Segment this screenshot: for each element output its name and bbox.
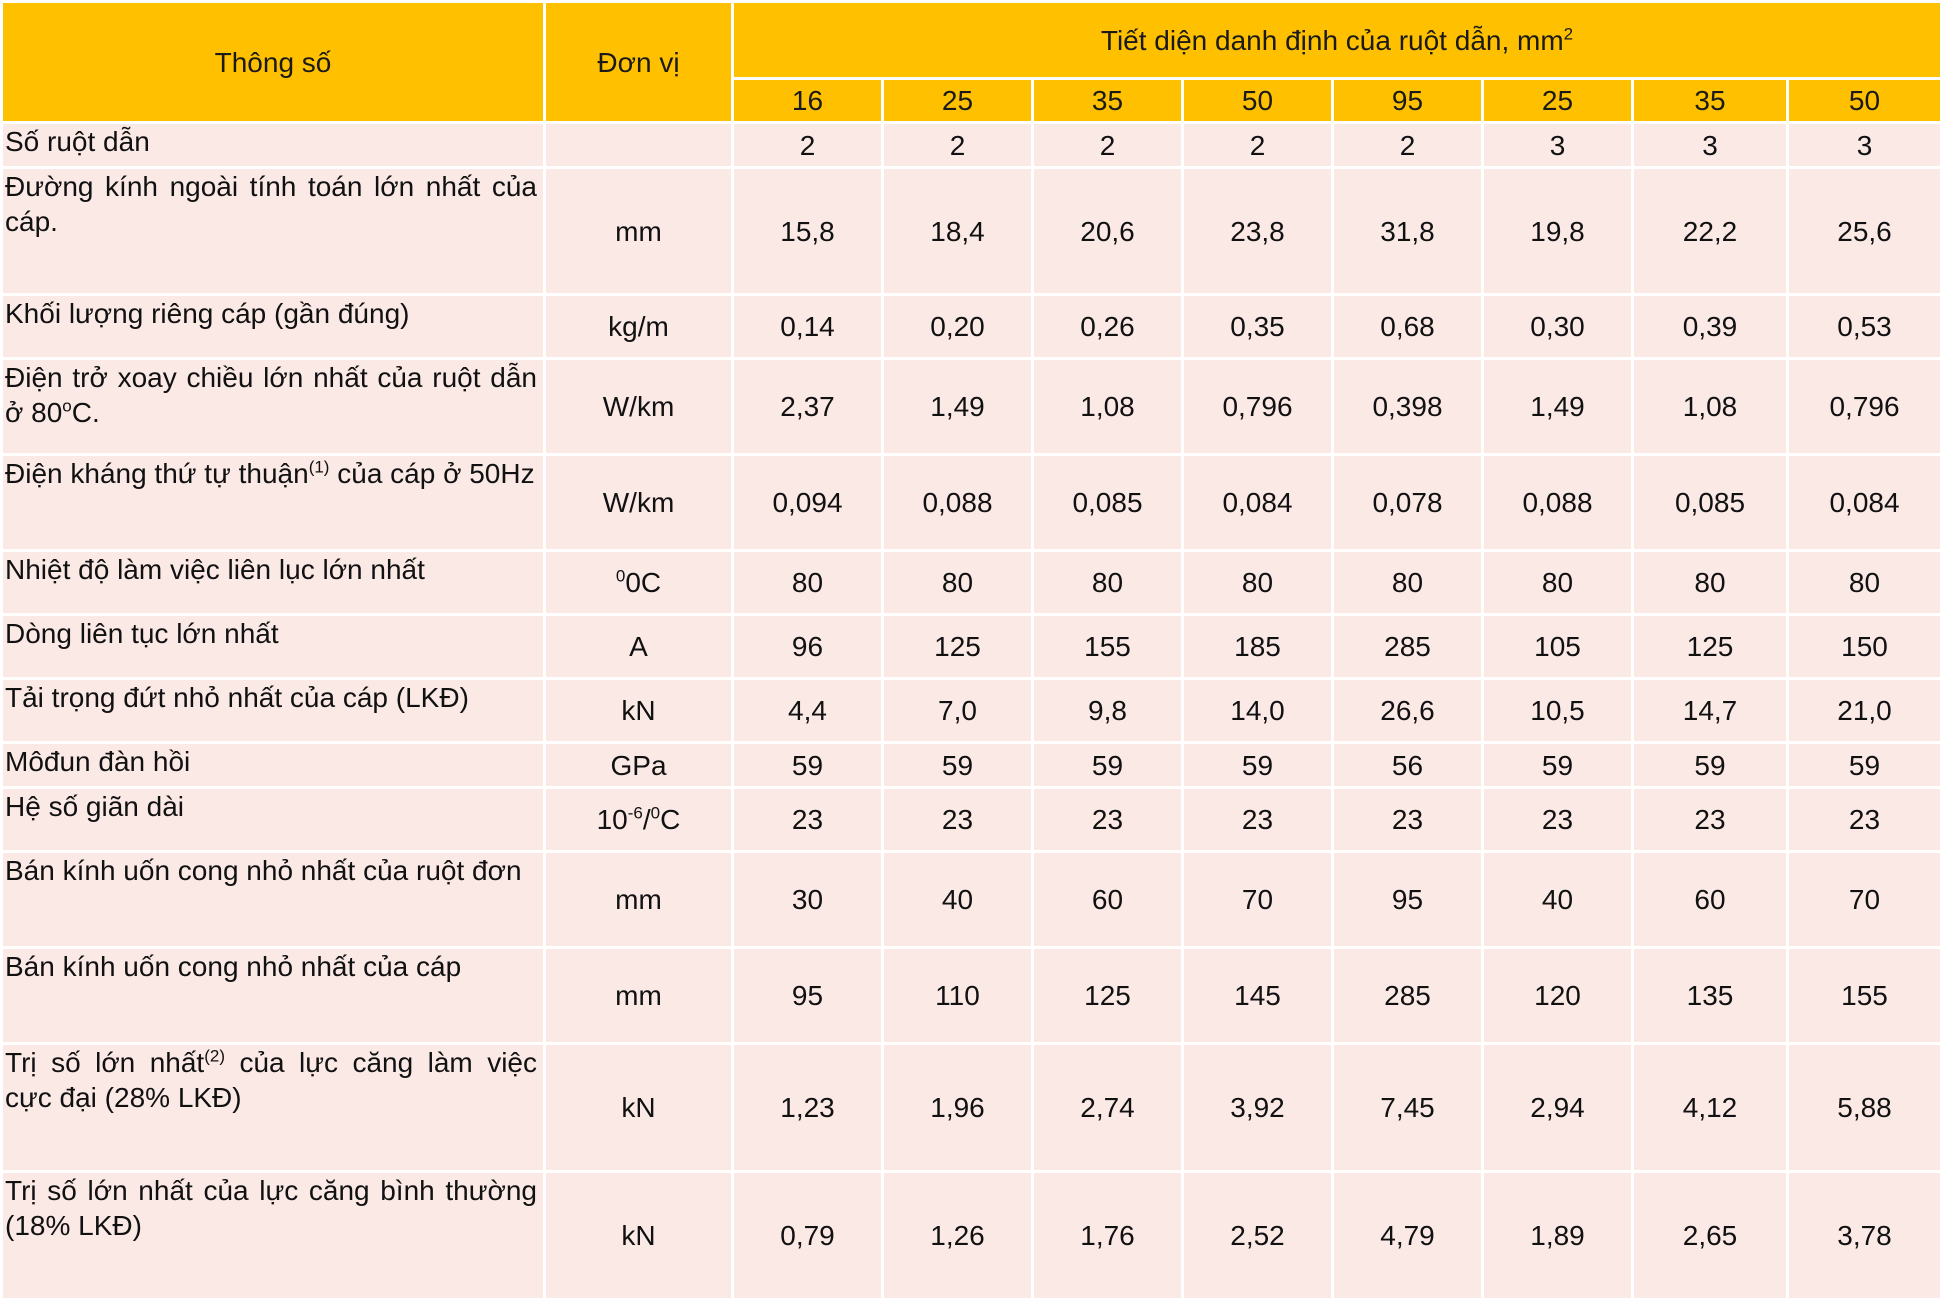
unit-superscript: -6: [628, 804, 643, 823]
param-header: Thông số: [2, 2, 545, 123]
param-cell: [2, 551, 545, 615]
table-row: [2, 743, 1940, 788]
table-row: [2, 679, 1940, 743]
value-cell: 1,96: [883, 1044, 1033, 1172]
param-text: Khối lượng riêng cáp (gần đúng): [5, 298, 409, 329]
unit-text: C: [660, 804, 680, 835]
value-cell: 95: [1333, 852, 1483, 948]
value-cell: 20,6: [1033, 168, 1183, 295]
value-cell: 0,088: [883, 455, 1033, 551]
value-cell: 3,92: [1183, 1044, 1333, 1172]
table-row: [2, 788, 1940, 852]
size-header: 50: [1788, 79, 1940, 123]
value-cell: 3: [1633, 123, 1788, 168]
size-header: 35: [1033, 79, 1183, 123]
value-cell: 3: [1483, 123, 1633, 168]
value-cell: 1,08: [1033, 359, 1183, 455]
size-header: 95: [1333, 79, 1483, 123]
value-cell: 2: [1183, 123, 1333, 168]
value-cell: 0,088: [1483, 455, 1633, 551]
unit-cell: [545, 615, 733, 679]
value-cell: 18,4: [883, 168, 1033, 295]
group-header-sup: 2: [1564, 24, 1573, 43]
value-cell: 23: [883, 788, 1033, 852]
unit-cell: [545, 551, 733, 615]
value-cell: 2,52: [1183, 1172, 1333, 1300]
value-cell: 185: [1183, 615, 1333, 679]
value-cell: 30: [733, 852, 883, 948]
value-cell: 23: [733, 788, 883, 852]
table-row: [2, 168, 1940, 295]
value-cell: 135: [1633, 948, 1788, 1044]
value-cell: 0,35: [1183, 295, 1333, 359]
param-text: Nhiệt độ làm việc liên lục lớn nhất: [5, 554, 425, 585]
value-cell: 14,0: [1183, 679, 1333, 743]
value-cell: 59: [1788, 743, 1940, 788]
value-cell: 95: [733, 948, 883, 1044]
table-row: [2, 551, 1940, 615]
param-text: Trị số lớn nhất của lực căng bình thường (18% LKĐ): [5, 1175, 537, 1241]
value-cell: 80: [1633, 551, 1788, 615]
size-header: 50: [1183, 79, 1333, 123]
value-cell: 22,2: [1633, 168, 1788, 295]
param-cell: [2, 743, 545, 788]
value-cell: 105: [1483, 615, 1633, 679]
unit-text: 0C: [625, 567, 661, 598]
param-cell: [2, 1044, 545, 1172]
value-cell: 0,53: [1788, 295, 1940, 359]
param-cell: [2, 359, 545, 455]
value-cell: 23: [1333, 788, 1483, 852]
value-cell: 7,0: [883, 679, 1033, 743]
size-header: 25: [1483, 79, 1633, 123]
value-cell: 2,74: [1033, 1044, 1183, 1172]
value-cell: 80: [883, 551, 1033, 615]
unit-cell: [545, 359, 733, 455]
param-text: của cáp ở 50Hz: [329, 458, 534, 489]
param-cell: [2, 948, 545, 1044]
size-header: 25: [883, 79, 1033, 123]
value-cell: 3,78: [1788, 1172, 1940, 1300]
value-cell: 4,4: [733, 679, 883, 743]
unit-cell: [545, 455, 733, 551]
value-cell: 23: [1183, 788, 1333, 852]
param-cell: [2, 1172, 545, 1300]
value-cell: 145: [1183, 948, 1333, 1044]
param-cell: [2, 295, 545, 359]
table-row: [2, 1172, 1940, 1300]
param-text: Hệ số giãn dài: [5, 791, 184, 822]
value-cell: 0,68: [1333, 295, 1483, 359]
value-cell: 23,8: [1183, 168, 1333, 295]
value-cell: 0,30: [1483, 295, 1633, 359]
param-text: Bán kính uốn cong nhỏ nhất của cáp: [5, 951, 461, 982]
value-cell: 80: [1788, 551, 1940, 615]
unit-cell: [545, 168, 733, 295]
value-cell: 70: [1183, 852, 1333, 948]
value-cell: 59: [1483, 743, 1633, 788]
group-header-text: Tiết diện danh định của ruột dẫn, mm: [1101, 25, 1564, 56]
value-cell: 125: [1033, 948, 1183, 1044]
table-row: [2, 359, 1940, 455]
param-text: Dòng liên tục lớn nhất: [5, 618, 279, 649]
param-cell: [2, 615, 545, 679]
unit-text: GPa: [610, 750, 666, 781]
value-cell: 9,8: [1033, 679, 1183, 743]
value-cell: 59: [1633, 743, 1788, 788]
value-cell: 1,49: [883, 359, 1033, 455]
value-cell: 5,88: [1788, 1044, 1940, 1172]
value-cell: 3: [1788, 123, 1940, 168]
value-cell: 110: [883, 948, 1033, 1044]
param-cell: [2, 123, 545, 168]
value-cell: 60: [1033, 852, 1183, 948]
unit-text: kN: [621, 1220, 655, 1251]
value-cell: 4,79: [1333, 1172, 1483, 1300]
value-cell: 4,12: [1633, 1044, 1788, 1172]
unit-text: kg/m: [608, 311, 669, 342]
table-row: [2, 295, 1940, 359]
param-cell: [2, 852, 545, 948]
value-cell: 155: [1788, 948, 1940, 1044]
value-cell: 23: [1033, 788, 1183, 852]
unit-cell: [545, 852, 733, 948]
param-superscript: (1): [309, 458, 330, 477]
value-cell: 23: [1788, 788, 1940, 852]
table-row: [2, 1044, 1940, 1172]
value-cell: 2,65: [1633, 1172, 1788, 1300]
value-cell: 1,26: [883, 1172, 1033, 1300]
value-cell: 0,084: [1788, 455, 1940, 551]
value-cell: 56: [1333, 743, 1483, 788]
unit-text: kN: [621, 695, 655, 726]
param-superscript: (2): [204, 1047, 225, 1066]
value-cell: 150: [1788, 615, 1940, 679]
value-cell: 31,8: [1333, 168, 1483, 295]
param-text: Số ruột dẫn: [5, 126, 150, 157]
param-text: Điện kháng thứ tự thuận: [5, 458, 309, 489]
value-cell: 80: [1483, 551, 1633, 615]
value-cell: 0,14: [733, 295, 883, 359]
size-header: 35: [1633, 79, 1788, 123]
table-row: [2, 455, 1940, 551]
param-cell: [2, 168, 545, 295]
unit-text: kN: [621, 1092, 655, 1123]
unit-text: W/km: [603, 391, 675, 422]
value-cell: 59: [1033, 743, 1183, 788]
value-cell: 125: [1633, 615, 1788, 679]
unit-text: 10: [597, 804, 628, 835]
unit-text: mm: [615, 980, 662, 1011]
value-cell: 59: [1183, 743, 1333, 788]
value-cell: 1,89: [1483, 1172, 1633, 1300]
value-cell: 59: [883, 743, 1033, 788]
unit-cell: [545, 743, 733, 788]
value-cell: 19,8: [1483, 168, 1633, 295]
unit-superscript: 0: [616, 567, 625, 586]
value-cell: 2: [733, 123, 883, 168]
unit-cell: [545, 1172, 733, 1300]
value-cell: 155: [1033, 615, 1183, 679]
value-cell: 0,39: [1633, 295, 1788, 359]
param-cell: [2, 679, 545, 743]
unit-text: W/km: [603, 487, 675, 518]
value-cell: 26,6: [1333, 679, 1483, 743]
value-cell: 0,398: [1333, 359, 1483, 455]
unit-cell: [545, 679, 733, 743]
value-cell: 2: [1033, 123, 1183, 168]
table-row: [2, 852, 1940, 948]
value-cell: 0,078: [1333, 455, 1483, 551]
param-text: Bán kính uốn cong nhỏ nhất của ruột đơn: [5, 855, 522, 886]
value-cell: 21,0: [1788, 679, 1940, 743]
value-cell: 2: [883, 123, 1033, 168]
param-text: Trị số lớn nhất: [5, 1047, 204, 1078]
value-cell: 40: [883, 852, 1033, 948]
table-row: [2, 615, 1940, 679]
value-cell: 1,08: [1633, 359, 1788, 455]
value-cell: 25,6: [1788, 168, 1940, 295]
param-cell: [2, 788, 545, 852]
value-cell: 1,76: [1033, 1172, 1183, 1300]
value-cell: 2: [1333, 123, 1483, 168]
value-cell: 80: [1333, 551, 1483, 615]
value-cell: 70: [1788, 852, 1940, 948]
unit-cell: [545, 1044, 733, 1172]
param-text: Đường kính ngoài tính toán lớn nhất của cáp.: [5, 171, 537, 237]
param-text: C.: [72, 397, 100, 428]
value-cell: 60: [1633, 852, 1788, 948]
unit-header: Đơn vị: [545, 2, 733, 123]
value-cell: 1,23: [733, 1044, 883, 1172]
value-cell: 0,085: [1033, 455, 1183, 551]
value-cell: 125: [883, 615, 1033, 679]
value-cell: 0,796: [1183, 359, 1333, 455]
value-cell: 1,49: [1483, 359, 1633, 455]
value-cell: 23: [1483, 788, 1633, 852]
value-cell: 0,26: [1033, 295, 1183, 359]
value-cell: 14,7: [1633, 679, 1788, 743]
unit-superscript: 0: [651, 804, 660, 823]
param-text: Tải trọng đứt nhỏ nhất của cáp (LKĐ): [5, 682, 469, 713]
unit-cell: [545, 788, 733, 852]
unit-text: A: [629, 631, 648, 662]
value-cell: 80: [1183, 551, 1333, 615]
unit-text: mm: [615, 884, 662, 915]
value-cell: 96: [733, 615, 883, 679]
value-cell: 2,37: [733, 359, 883, 455]
unit-cell: [545, 123, 733, 168]
value-cell: 0,20: [883, 295, 1033, 359]
param-cell: [2, 455, 545, 551]
unit-text: mm: [615, 216, 662, 247]
value-cell: 2,94: [1483, 1044, 1633, 1172]
unit-cell: [545, 295, 733, 359]
size-header: 16: [733, 79, 883, 123]
value-cell: 40: [1483, 852, 1633, 948]
value-cell: 0,796: [1788, 359, 1940, 455]
value-cell: 59: [733, 743, 883, 788]
table-body: [2, 123, 1940, 1300]
value-cell: 80: [733, 551, 883, 615]
table-header: [2, 2, 1940, 123]
unit-cell: [545, 948, 733, 1044]
table-row: [2, 948, 1940, 1044]
value-cell: 15,8: [733, 168, 883, 295]
unit-text: /: [643, 804, 651, 835]
value-cell: 0,084: [1183, 455, 1333, 551]
value-cell: 7,45: [1333, 1044, 1483, 1172]
value-cell: 285: [1333, 615, 1483, 679]
group-header: [733, 2, 1940, 79]
value-cell: 0,79: [733, 1172, 883, 1300]
param-text: Điện trở xoay chiều lớn nhất của ruột dẫn ở 80: [5, 362, 537, 428]
param-superscript: o: [62, 397, 71, 416]
value-cell: 285: [1333, 948, 1483, 1044]
param-text: Môđun đàn hồi: [5, 746, 190, 777]
value-cell: 0,085: [1633, 455, 1788, 551]
value-cell: 10,5: [1483, 679, 1633, 743]
value-cell: 23: [1633, 788, 1788, 852]
param-text: của lực căng làm việc cực đại (28% LKĐ): [5, 1047, 537, 1113]
value-cell: 120: [1483, 948, 1633, 1044]
value-cell: 0,094: [733, 455, 883, 551]
value-cell: 80: [1033, 551, 1183, 615]
table-row: [2, 123, 1940, 168]
